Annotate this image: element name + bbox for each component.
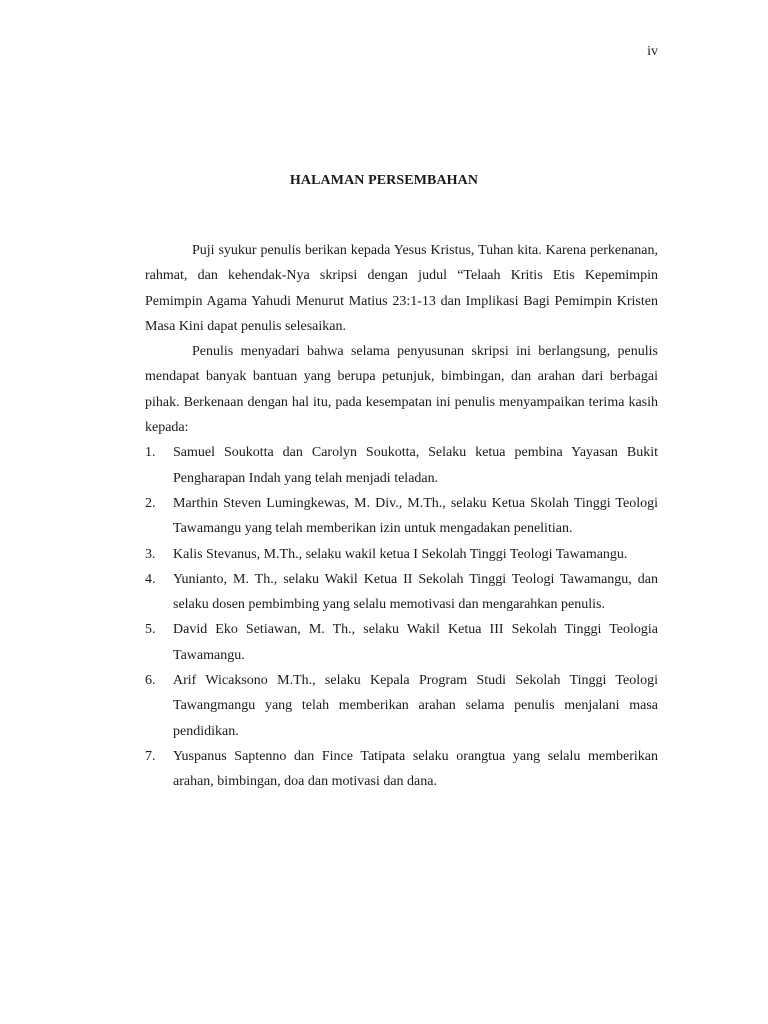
list-item: [145, 542, 658, 567]
paragraph-1: Puji syukur penulis berikan kepada Yesus Kristus, Tuhan kita. Karena perkenanan, rahmat, dan kehendak-Nya skripsi dengan judul “Telaah Kritis Etis Kepemimpin Pemimpin Agama Yahudi Menurut Matius 23:1-13 dan Implikasi Bagi Pemimpin Kristen Masa Kini dapat penulis selesaikan.: [145, 243, 658, 334]
acknowledgement-list: [145, 440, 658, 794]
list-item-text: Yunianto, M. Th., selaku Wakil Ketua II Sekolah Tinggi Teologi Tawamangu, dan selaku dosen pembimbing yang selalu memotivasi dan mengarahkan penulis.: [173, 571, 658, 613]
list-item-text: Marthin Steven Lumingkewas, M. Div., M.Th., selaku Ketua Skolah Tinggi Teologi Tawamangu yang telah memberikan izin untuk mengadakan penelitian.: [173, 495, 658, 537]
list-item: [145, 567, 658, 618]
page-title: HALAMAN PERSEMBAHAN: [289, 173, 479, 188]
list-item-number: 4.: [145, 571, 156, 587]
list-item-number: 3.: [145, 546, 156, 562]
list-item-number: 6.: [145, 673, 156, 689]
list-item-text: David Eko Setiawan, M. Th., selaku Wakil Ketua III Sekolah Tinggi Teologia Tawamangu.: [173, 622, 658, 663]
list-item: [145, 440, 658, 491]
list-item: [145, 668, 658, 744]
list-item-text: Arif Wicaksono M.Th., selaku Kepala Program Studi Sekolah Tinggi Teologi Tawangmangu yang telah memberikan arahan selama penulis menjalani masa pendidikan.: [173, 673, 658, 739]
list-item-text: Yuspanus Saptenno dan Fince Tatipata selaku orangtua yang selalu memberikan arahan, bimbingan, doa dan motivasi dan dana.: [173, 748, 658, 790]
list-item-number: 7.: [145, 748, 156, 764]
list-item-text: Kalis Stevanus, M.Th., selaku wakil ketua I Sekolah Tinggi Teologi Tawamangu.: [173, 546, 628, 562]
list-item: [145, 617, 658, 668]
list-item-number: 5.: [145, 622, 156, 638]
list-item-number: 1.: [145, 445, 156, 461]
list-item-number: 2.: [145, 495, 156, 511]
page-number: iv: [647, 44, 658, 59]
list-item: [145, 744, 658, 795]
paragraph-2: Penulis menyadari bahwa selama penyusunan skripsi ini berlangsung, penulis mendapat banyak bantuan yang berupa petunjuk, bimbingan, dan arahan dari berbagai pihak. Berkenaan dengan hal itu, pada kesempatan ini penulis menyampaikan terima kasih kepada:: [145, 344, 658, 436]
list-item-text: Samuel Soukotta dan Carolyn Soukotta, Selaku ketua pembina Yayasan Bukit Pengharapan Indah yang telah menjadi teladan.: [173, 445, 658, 486]
document-body: [145, 238, 658, 795]
list-item: [145, 491, 658, 542]
